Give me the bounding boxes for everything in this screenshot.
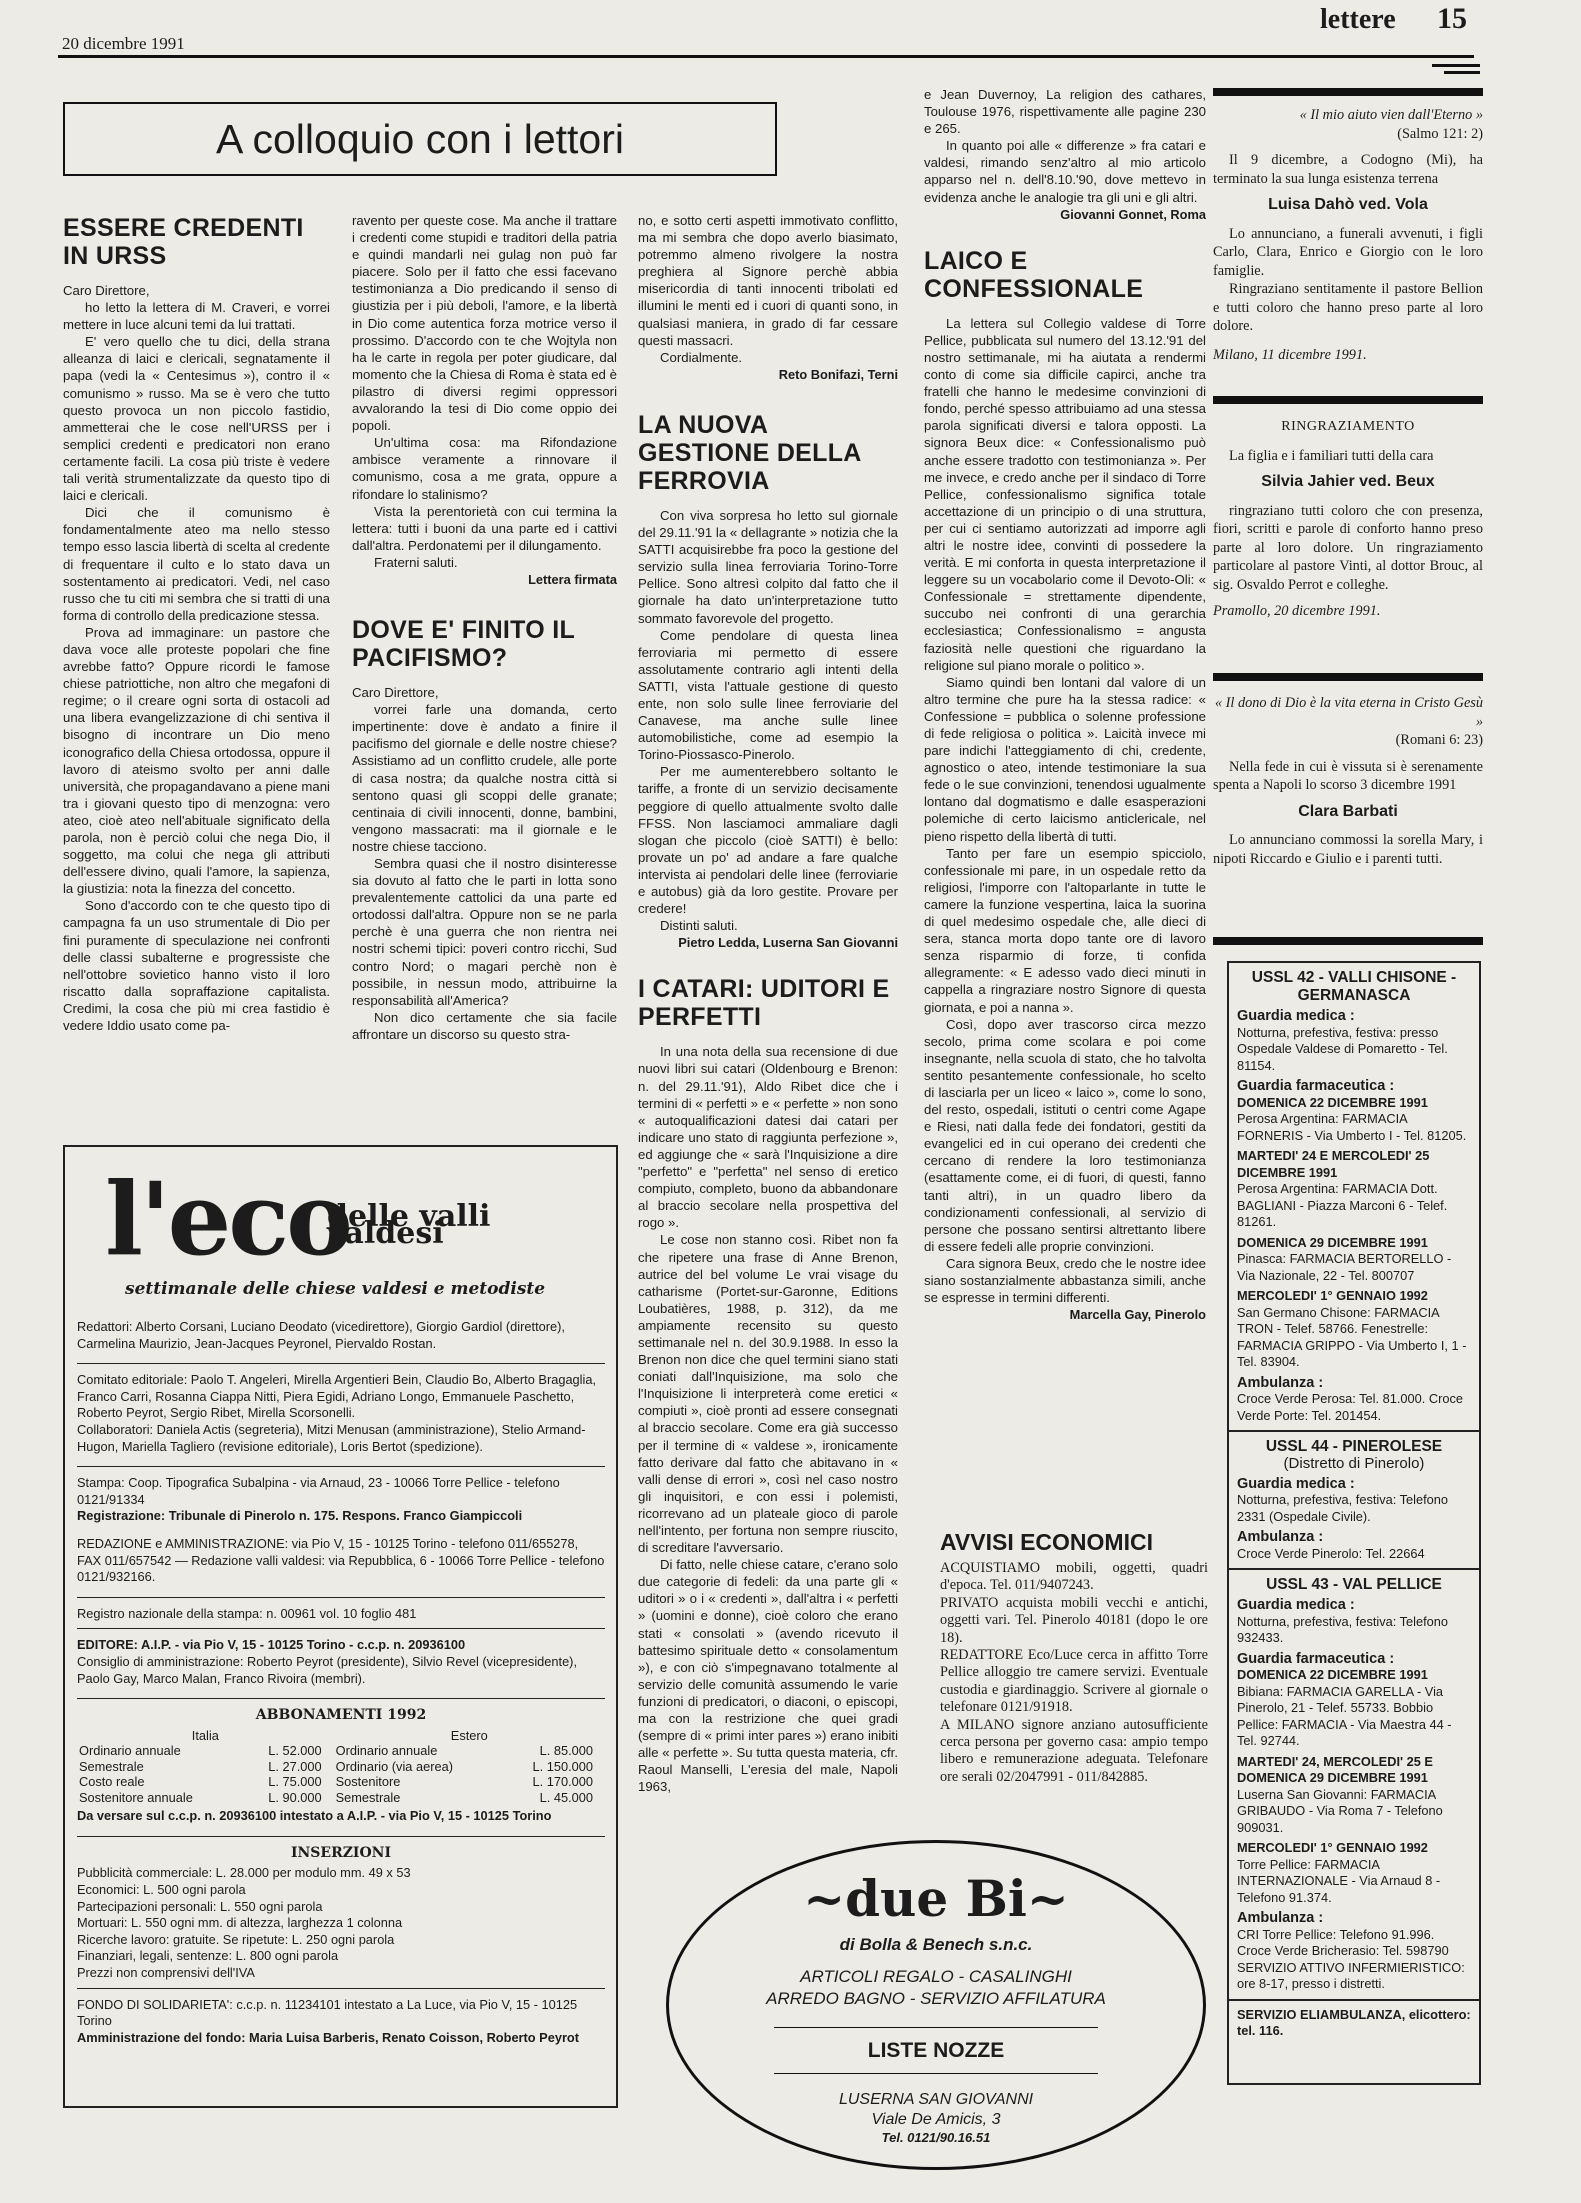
article-paragraph: Vista la perentorietà con cui termina la lettera: tutti i buoni da una parte ed i cattivi dall'altra. Perdonatemi per il dilungamento. bbox=[352, 503, 617, 553]
obituary-text: Lo annunciano, a funerali avvenuti, i figli Carlo, Clara, Enrico e Giorgio con le loro famiglie. bbox=[1213, 225, 1483, 279]
ad-address: Viale De Amicis, 3 bbox=[871, 2111, 1001, 2128]
article-paragraph: Siamo quindi ben lontani dal valore di un altro termine che pure ha la stessa radice: « Confessione = pubblica o solenne professione di fede religiosa o politica ». Laicità invece mi pare indichi l'atteggiamento di chi, credente, agnostico o ateo, intende testimoniare la sua fede o le sue convinzioni, tenendosi ugualmente lontano dal dogmatismo e dalle esasperazioni polemiche di certo laicismo anticlericale, nel pieno rispetto della libertà di tutti. bbox=[924, 674, 1206, 844]
obituary-1 bbox=[1213, 106, 1483, 364]
masthead-logo: l'eco bbox=[105, 1160, 350, 1278]
page-date: 20 dicembre 1991 bbox=[62, 34, 185, 53]
article-paragraph: Fraterni saluti. bbox=[374, 554, 458, 570]
obituary-quote: « Il dono di Dio è la vita eterna in Cristo Gesù » bbox=[1214, 695, 1483, 730]
ussl-text: Perosa Argentina: FARMACIA Dott. BAGLIANI - Piazza Marconi 6 - Telef. 81261. bbox=[1237, 1181, 1448, 1229]
table-row bbox=[77, 1743, 605, 1759]
separator-bar bbox=[1213, 396, 1483, 404]
ussl-date: DOMENICA 29 DICEMBRE 1991 bbox=[1237, 1234, 1428, 1250]
ussl-subheading: Guardia farmaceutica : bbox=[1237, 1650, 1395, 1667]
ads-rate: Prezzi non comprensivi dell'IVA bbox=[77, 1964, 255, 1980]
ads-rate: Economici: L. 500 ogni parola bbox=[77, 1881, 246, 1897]
divider bbox=[77, 1597, 605, 1598]
table-cell: Semestrale bbox=[79, 1758, 144, 1774]
subscriptions-title: ABBONAMENTI 1992 bbox=[255, 1707, 427, 1724]
article-paragraph: Caro Direttore, bbox=[352, 685, 439, 701]
divider bbox=[1229, 1430, 1479, 1432]
page-number: 15 bbox=[1437, 2, 1467, 35]
article-column-2 bbox=[352, 212, 617, 1043]
article-column-3 bbox=[638, 212, 898, 1796]
ussl-subheading: Guardia medica : bbox=[1237, 1475, 1355, 1492]
masthead-redattori: Redattori: Alberto Corsani, Luciano Deodato (vicedirettore), Giorgio Gardiol (direttore), Carmelina Maurizio, Jean-Jacques Peyronel, Piervaldo Rostan. bbox=[77, 1319, 565, 1351]
divider bbox=[77, 1466, 605, 1467]
masthead-registrazione: Registrazione: Tribunale di Pinerolo n. 175. Respons. Franco Giampiccoli bbox=[77, 1508, 523, 1524]
ussl-text: CRI Torre Pellice: Telefono 91.996. Croce Verde Bricherasio: Tel. 598790 SERVIZIO ATTIVO INFERMIERISTICO: ore 8-17, presso i distretti. bbox=[1237, 1926, 1465, 1991]
article-paragraph: Così, dopo aver trascorso circa mezzo secolo, prima come scolara e poi come insegnante, nella scuola di stato, che ho talvolta sentito pesantemente confessionale, ho scelto di lasciarla per un liceo « laico », come lo sono, del resto, ospedali, istituti o centri come Agape e Riesi, nati dalla fede dei fondatori, gestiti da evangelici ed in cui operano dei credenti che cercano di rendere la loro testimonianza (esattamente come, ei di fuori, di questi, fanno tanti altri), in un quadro libero da condizionamenti confessionali, al servizio di persone che possano sentirsi altrettanto libere di essere fedeli alle proprie convinzioni. bbox=[924, 1016, 1206, 1254]
article-signature: Lettera firmata bbox=[528, 571, 617, 587]
article-paragraph: In una nota della sua recensione di due nuovi libri sui catari (Oldenbourg e Brenon: n. del 29.11.'91), Aldo Ribet dice che i termini di « perfetti » e « perfette » non sono « autoqualificazioni datesi dai catari per indicare uno stato di raggiunta perfezione », ed aggiunge che « sarà l'Inquisizione a dire "perfetto" e "perfetta" nel senso di eretico compiuto, completo, buono da abbandonare al braccio secolare nella prospettiva del rogo ». bbox=[638, 1044, 898, 1231]
masthead-collaboratori: Collaboratori: Daniela Actis (segreteria), Mitzi Menusan (amministrazione), Stelio Armand-Hugon, Mariella Tagliero (revisione editoriale), Loris Bertot (spedizione). bbox=[77, 1421, 586, 1454]
subscriptions-header-estero: Estero bbox=[450, 1727, 488, 1743]
obituary-quote: « Il mio aiuto vien dall'Eterno » bbox=[1299, 107, 1483, 123]
classified-item: A MILANO signore anziano autosufficiente cerca persona per governo casa: ampio tempo libero e remunerazione adeguata. Telefonare ore serali 02/2047991 - 011/842885. bbox=[940, 1716, 1208, 1785]
divider bbox=[77, 1698, 605, 1699]
ad-city: LUSERNA SAN GIOVANNI bbox=[838, 2091, 1034, 2108]
table-cell: Ordinario annuale bbox=[79, 1743, 181, 1759]
ussl-date: DOMENICA 22 DICEMBRE 1991 bbox=[1237, 1667, 1428, 1682]
ussl-text: Croce Verde Perosa: Tel. 81.000. Croce Verde Porte: Tel. 201454. bbox=[1237, 1391, 1463, 1423]
ussl-subheading: Guardia farmaceutica : bbox=[1237, 1078, 1395, 1094]
article-signature: Giovanni Gonnet, Roma bbox=[1060, 206, 1206, 222]
dash-mark bbox=[1432, 64, 1480, 67]
ussl-subheading: Guardia medica : bbox=[1237, 1597, 1355, 1613]
table-row bbox=[77, 1759, 605, 1775]
ussl-text: Bibiana: FARMACIA GARELLA - Via Pinerolo, 21 - Telef. 55733. Bobbio Pellice: FARMACIA - Via Maestra 44 - Tel. 92744. bbox=[1237, 1683, 1452, 1748]
divider bbox=[1229, 1568, 1479, 1570]
divider bbox=[77, 1836, 605, 1837]
divider bbox=[77, 1363, 605, 1364]
ussl-text: Luserna San Giovanni: FARMACIA GRIBAUDO - Via Roma 7 - Telefono 909031. bbox=[1237, 1786, 1443, 1835]
article-paragraph: no, e sotto certi aspetti immotivato conflitto, ma mi sembra che dopo averlo biasimato, potremmo almeno rivolgere la nostra preghiera al Signore perchè abbia misericordia di tanti innocenti tribolati ed illumini le menti ed i cuori di quanti sono, in qualsiasi maniera, in grado di far cessare questi massacri. bbox=[638, 213, 898, 348]
article-paragraph: Come pendolare di questa linea ferroviaria mi permetto di essere assolutamente contrario agli intenti della SATTI, vista l'attuale gestione di questo ente, non solo sulle linee ferroviarie del Canavese, ma anche sulle linee automobilistiche, come ad esempio la Torino-Piossasco-Pinerolo. bbox=[638, 627, 898, 763]
article-paragraph: Di fatto, nelle chiese catare, c'erano solo due categorie di fedeli: da una parte gli « uditori » o i « credenti », dall'altra i « perfetti » (uomini e donne), cioè coloro che erano stati « consolati » (avendo ricevuto il battesimo spirituale detto « consolamentum »), e con ciò s'impegnavano totalmente al servizio delle comunità assumendo le varie funzioni di predicatori, o diaconi, o episcopi, ma con la restrizione che quei gradi (sempre di « primi inter pares ») erano inibiti alle « perfette ». Su tutta questa materia, cfr. Raoul Manselli, L'eresia del male, Napoli 1963, bbox=[638, 1557, 898, 1795]
obituary-text: Ringraziano sentitamente il pastore Bellion e tutti coloro che hanno preso parte al loro dolore. bbox=[1213, 281, 1483, 334]
table-cell: L. 45.000 bbox=[539, 1789, 593, 1805]
ads-rate: Mortuari: L. 550 ogni mm. di altezza, larghezza 1 colonna bbox=[77, 1915, 403, 1931]
article-column-4 bbox=[924, 86, 1206, 1323]
ad-company: di Bolla & Benech s.n.c. bbox=[839, 1935, 1033, 1954]
divider bbox=[1229, 1999, 1479, 2001]
ads-rate: Pubblicità commerciale: L. 28.000 per modulo mm. 49 x 53 bbox=[77, 1865, 411, 1881]
ads-rate: Finanziari, legali, sentenze: L. 800 ogni parola bbox=[77, 1948, 339, 1964]
header-rule bbox=[58, 55, 1474, 58]
ad-products: ARTICOLI REGALO - CASALINGHI bbox=[800, 1967, 1072, 1986]
table-cell: Sostenitore bbox=[335, 1774, 401, 1790]
ussl-text: Notturna, prefestiva, festiva: presso Ospedale Valdese di Pomaretto - Tel. 81154. bbox=[1237, 1024, 1448, 1073]
fund-administration: Amministrazione del fondo: Maria Luisa Barberis, Renato Coisson, Roberto Peyrot bbox=[77, 2029, 580, 2045]
table-cell: L. 75.000 bbox=[268, 1774, 322, 1790]
article-paragraph: Cordialmente. bbox=[660, 349, 743, 365]
obituary-text: ringraziano tutti coloro che con presenza, fiori, scritti e parole di conforto hanno preso parte al loro dolore. Un ringraziamento particolare al pastore Vinti, al dottor Brouc, al sig. Osvaldo Perrot e colleghe. bbox=[1213, 502, 1483, 593]
classified-item: REDATTORE Eco/Luce cerca in affitto Torre Pellice alloggio tre camere servizi. Eventuale custodia e giardinaggio. Scrivere al giornale o telefonare 0121/91918. bbox=[940, 1647, 1208, 1716]
article-paragraph: Distinti saluti. bbox=[660, 918, 738, 934]
table-cell: L. 85.000 bbox=[539, 1743, 593, 1759]
dash-mark bbox=[1444, 71, 1480, 74]
ussl-helicopter: SERVIZIO ELIAMBULANZA, elicottero: tel. 116. bbox=[1237, 2006, 1471, 2038]
masthead-stampa: Stampa: Coop. Tipografica Subalpina - via Arnaud, 23 - 10066 Torre Pellice - telefono 0121/91334 bbox=[77, 1475, 560, 1507]
subscriptions-payment: Da versare sul c.c.p. n. 20936100 intestato a A.I.P. - via Pio V, 15 - 10125 Torino bbox=[77, 1808, 552, 1824]
table-cell: Ordinario annuale bbox=[335, 1743, 438, 1759]
classified-title: AVVISI ECONOMICI bbox=[940, 1529, 1153, 1555]
table-cell: Ordinario (via aerea) bbox=[335, 1758, 453, 1774]
section-banner: A colloquio con i lettori bbox=[63, 102, 777, 176]
ussl-text: Torre Pellice: FARMACIA INTERNAZIONALE - Via Arnaud 8 - Telefono 91.374. bbox=[1237, 1856, 1441, 1905]
ussl-date: MERCOLEDI' 1° GENNAIO 1992 bbox=[1237, 1288, 1428, 1303]
masthead-box bbox=[63, 1145, 618, 2108]
ussl-date: MARTEDI' 24 E MERCOLEDI' 25 DICEMBRE 1991 bbox=[1237, 1148, 1430, 1180]
article-title: LAICO E CONFESSIONALE bbox=[924, 246, 1144, 303]
article-paragraph: Le cose non stanno così. Ribet non fa che ripetere una frase di Anne Brenon, autrice del bel volume Le vrai visage du catharisme (Portet-sur-Garonne, Editions Loubatières, 1988, p. 312), da me ampiamente recensito su questo settimanale nel n. del 30.9.1988. In esso la Brenon non dice che quel termini siano stati coniati dall'Inquisizione, ma solo che l'Inquisizione li interpreterà come eretici « compiuti », cioè pronti ad essere consegnati al braccio secolare. Come era già successo per il termine di « valdese », ironicamente fatto derivare dal fatto che abitavano in « valli dense di errori », così nel caso nostro gli inquisitori, e con essi i polemisti, ricorrevano ad un plateale gioco di parole nell'intento, per fortuna non sempre riuscito, di screditare l'avversario. bbox=[638, 1232, 898, 1556]
divider bbox=[77, 1988, 605, 1989]
article-paragraph: E' vero quello che tu dici, della strana alleanza di laici e clericali, segnatamente il papa (vedi la « Centesimus »), contro il « comunismo » russo. Ma se è vero che tutto questo provoca un non piccolo fastidio, ammetterai che le cose nell'URSS per i semplici credenti e predicatori non erano certamente facili. La cosa più triste è vedere tali verità strumentalizzate da questo tipo di laici e clericali. bbox=[63, 334, 330, 504]
obituary-name: Clara Barbati bbox=[1298, 802, 1398, 820]
obituary-text: Nella fede in cui è vissuta si è serenamente spenta a Napoli lo scorso 3 dicembre 1991 bbox=[1213, 758, 1483, 793]
obituary-place-date: Milano, 11 dicembre 1991. bbox=[1213, 346, 1367, 363]
health-services-box bbox=[1227, 961, 1481, 2085]
ussl-subheading: Ambulanza : bbox=[1237, 1529, 1324, 1545]
table-cell: Costo reale bbox=[79, 1774, 145, 1790]
subscriptions-table bbox=[77, 1728, 605, 1806]
table-cell: L. 150.000 bbox=[532, 1758, 593, 1774]
ussl-heading-sub: (Distretto di Pinerolo) bbox=[1283, 1455, 1425, 1472]
divider bbox=[774, 2073, 1098, 2074]
article-paragraph: Un'ultima cosa: ma Rifondazione ambisce veramente a rinnovare il comunismo, cosa a me grata, oppure a rifondare lo stalinismo? bbox=[352, 435, 617, 502]
article-paragraph: Sono d'accordo con te che questo tipo di campagna fa un uso strumentale di Dio per fini puramente di speculazione nei confronti delle classi subalterne e progressiste che nell'ottobre sovietico hanno visto il loro riscatto dalla sopraffazione capitalista. Credimi, la cosa che più mi crea fastidio è vedere Iddio usato come pa- bbox=[63, 898, 330, 1034]
ad-logo: ~due Bi~ bbox=[803, 1869, 1069, 1928]
article-title: DOVE E' FINITO IL PACIFISMO? bbox=[352, 616, 575, 673]
article-signature: Pietro Ledda, Luserna San Giovanni bbox=[678, 935, 898, 951]
article-paragraph: La lettera sul Collegio valdese di Torre Pellice, pubblicata sul numero del 13.12.'91 del nostro settimanale, mi ha aiutata a rendermi conto di come sia difficile capirci, anche tra fratelli che hanno le medesime convinzioni di fondo, perché spesso attribuiamo ad una stessa parola significati diversi e talora opposti. La signora Beux dice: « Confessionalismo può anche essere tradotto con testimonianza ». Per me invece, e credo anche per il sindaco di Torre Pellice, confessionalismo significa totale accettazione di un principio o di una struttura, per cui ci sentiamo autorizzati ad imporre agli altri le nostre idee, convinti di possedere la verità. E mi conforta in questa interpretazione il leggere su un vocabolario come il Devoto-Oli: « Confessionale = strettamente dipendente, succubo nei confronti di una gerarchia ecclesiastica; Confessionalismo = angusta faziosità nelle questioni che riguardano la religione sul piano morale o politico ». bbox=[924, 315, 1206, 673]
obituary-text: La figlia e i familiari tutti della cara bbox=[1229, 447, 1434, 464]
ads-title: INSERZIONI bbox=[290, 1844, 392, 1861]
ussl-text: Notturna, prefestiva, festiva: Telefono 2331 (Ospedale Civile). bbox=[1237, 1492, 1449, 1524]
ussl-date: MARTEDI' 24, MERCOLEDI' 25 E DOMENICA 29 DICEMBRE 1991 bbox=[1237, 1753, 1433, 1785]
obituary-quote-ref: (Salmo 121: 2) bbox=[1397, 125, 1483, 142]
ussl-date: MERCOLEDI' 1° GENNAIO 1992 bbox=[1237, 1840, 1428, 1855]
classified-item: ACQUISTIAMO mobili, oggetti, quadri d'epoca. Tel. 011/9407243. bbox=[940, 1560, 1208, 1594]
fund-info: FONDO DI SOLIDARIETA': c.c.p. n. 11234101 intestato a La Luce, via Pio V, 15 - 10125 Torino bbox=[77, 1996, 578, 2029]
subscriptions-header-italia: Italia bbox=[191, 1727, 219, 1743]
table-cell: L. 170.000 bbox=[532, 1774, 593, 1790]
ussl-heading: USSL 42 - VALLI CHISONE - GERMANASCA bbox=[1251, 969, 1457, 1004]
ussl-text: Pinasca: FARMACIA BERTORELLO - Via Nazionale, 22 - Tel. 800707 bbox=[1237, 1251, 1452, 1283]
article-paragraph: e Jean Duvernoy, La religion des cathares, Toulouse 1976, rispettivamente alle pagine 230 e 265. bbox=[924, 87, 1206, 137]
masthead-registro: Registro nazionale della stampa: n. 00961 vol. 10 foglio 481 bbox=[77, 1605, 417, 1621]
ads-rate: Partecipazioni personali: L. 550 ogni parola bbox=[77, 1898, 323, 1914]
article-title: LA NUOVA GESTIONE DELLA FERROVIA bbox=[638, 410, 861, 495]
separator-bar bbox=[1213, 673, 1483, 681]
article-paragraph: In quanto poi alle « differenze » fra catari e valdesi, rimando senz'altro al mio articolo apparso nel n. dell'8.10.'90, dove mettevo in evidenza anche le analogie tra gli uni e gli altri. bbox=[924, 138, 1206, 205]
obituary-heading: RINGRAZIAMENTO bbox=[1281, 419, 1415, 434]
article-signature: Marcella Gay, Pinerolo bbox=[1069, 1307, 1206, 1323]
ussl-subheading: Ambulanza : bbox=[1237, 1374, 1324, 1391]
article-paragraph: Cara signora Beux, credo che le nostre idee siano sostanzialmente abbastanza simili, anche se espresse in termini differenti. bbox=[924, 1255, 1206, 1306]
ussl-text: Perosa Argentina: FARMACIA FORNERIS - Via Umberto I - Tel. 81205. bbox=[1237, 1111, 1467, 1143]
article-signature: Reto Bonifazi, Terni bbox=[778, 366, 898, 382]
masthead-name: delle valli valdesi bbox=[327, 1199, 491, 1251]
masthead-subtitle: settimanale delle chiese valdesi e metodiste bbox=[125, 1279, 546, 1299]
obituary-place-date: Pramollo, 20 dicembre 1991. bbox=[1213, 603, 1381, 619]
table-cell: L. 90.000 bbox=[268, 1789, 322, 1805]
obituary-name: Luisa Dahò ved. Vola bbox=[1268, 196, 1428, 213]
obituary-quote-ref: (Romani 6: 23) bbox=[1395, 732, 1483, 748]
classified-ads bbox=[940, 1528, 1208, 1786]
ussl-heading: USSL 44 - PINEROLESE bbox=[1265, 1438, 1443, 1455]
obituary-3 bbox=[1213, 694, 1483, 868]
masthead-editore: EDITORE: A.I.P. - via Pio V, 15 - 10125 Torino - c.c.p. n. 20936100 bbox=[77, 1637, 466, 1653]
obituary-text: Lo annunciano commossi la sorella Mary, i nipoti Riccardo e Giulio e i parenti tutti. bbox=[1213, 832, 1483, 867]
separator-bar bbox=[1213, 88, 1483, 96]
table-cell: L. 52.000 bbox=[268, 1743, 322, 1759]
ad-services: ARREDO BAGNO - SERVIZIO AFFILATURA bbox=[766, 1989, 1106, 2008]
article-paragraph: Con viva sorpresa ho letto sul giornale del 29.11.'91 la « dellagrante » notizia che la SATTI acquisirebbe fra poco la gestione del servizio sulla linea ferroviaria Torino-Torre Pellice. Sono altresì colpito dal fatto che il giornale ha dato un'interpretazione tutto sommato favorevole del progetto. bbox=[638, 507, 898, 626]
masthead-redazione: REDAZIONE e AMMINISTRAZIONE: via Pio V, 15 - 10125 Torino - telefono 011/655278, FAX 011/657542 — Redazione valli valdesi: via Repubblica, 6 - 10066 Torre Pellice - telefono 0121/932166. bbox=[77, 1535, 605, 1585]
divider bbox=[77, 1628, 605, 1629]
table-cell: Sostenitore annuale bbox=[79, 1789, 193, 1805]
ussl-text: San Germano Chisone: FARMACIA TRON - Telef. 58766. Fenestrelle: FARMACIA GRIPPO - Via Umberto I, 1 - Tel. 83904. bbox=[1237, 1304, 1467, 1369]
ads-rate: Ricerche lavoro: gratuite. Se ripetute: L. 250 ogni parola bbox=[77, 1931, 395, 1947]
article-paragraph: ho letto la lettera di M. Craveri, e vorrei mettere in luce alcuni temi da lui trattati. bbox=[63, 300, 330, 333]
obituary-text: Il 9 dicembre, a Codogno (Mi), ha terminato la sua lunga esistenza terrena bbox=[1213, 152, 1483, 187]
ussl-text: Croce Verde Pinerolo: Tel. 22664 bbox=[1237, 1545, 1425, 1561]
table-row bbox=[77, 1790, 605, 1806]
table-row bbox=[77, 1774, 605, 1790]
ad-wedding-lists: LISTE NOZZE bbox=[867, 2039, 1005, 2062]
article-paragraph: vorrei farle una domanda, certo impertinente: dove è andato a finire il pacifismo del giornale e delle nostre chiese? Assistiamo ad un conflitto crudele, alle porte di casa nostra; da qualche nostra città si sentono quasi gli scoppi delle granate; centinaia di civili innocenti, donne, bambini, vengono massacrati: ma il giornale e le nostre chiese tacciono. bbox=[352, 702, 617, 854]
article-paragraph: Tanto per fare un esempio spicciolo, confessionale mi pare, in un ospedale retto da religiosi, l'imporre con l'altoparlante in tutte le camere la funzione vespertina, laica la suorina di quel medesimo ospedale che, alle dieci di sera, stanca morta dopo tante ore di lavoro senza risparmio di forze, ti confida allegramente: « E adesso vado dieci minuti in cappella a ringraziare nostro Signore di questa giornata, e poi a nanna ». bbox=[924, 845, 1206, 1015]
separator-bar bbox=[1213, 937, 1483, 945]
table-cell: L. 27.000 bbox=[268, 1758, 322, 1774]
masthead-body bbox=[77, 1319, 605, 2057]
advertisement-due-bi bbox=[666, 1840, 1206, 2170]
article-paragraph: Prova ad immaginare: un pastore che dava voce alle proteste popolari che fine avrebbe fatto? Oppure ricordi le famose chiese patriottiche, non altro che megafoni di regime; o il creare ogni sorta di ostacoli ad una libera evangelizzazione di chi sentiva il bisogno di incontrare un Dio meno iconografico della Chiesa ortodossa, oppure il lavoro di ateismo svolto per anni dalle università, che propagandavano a piene mani tra i giovani questo tipo di menzogna: vero ateo, cioè ateo nell'abituale significato della parola, non è perciò colui che nega Dio, il soggetto, ma colui che nega gli attributi dell'essere divino, quali l'amore, la sapienza, la giustizia: nota la finezza del concetto. bbox=[63, 624, 330, 897]
ussl-heading: USSL 43 - VAL PELLICE bbox=[1266, 1576, 1442, 1593]
article-paragraph: Per me aumenterebbero soltanto le tariffe, a fronte di un servizio decisamente peggiore di quello attualmente svolto dalle FFSS. Non lasciamoci ammaliare dagli slogan che piccolo (cioè SATTI) è bello: provate un po' ad andare a fare qualche intervista ai pendolari delle linee (ferroviarie e autobus) già da loro gestite. Provare per credere! bbox=[638, 764, 898, 917]
article-column-1 bbox=[63, 214, 330, 1034]
ussl-date: DOMENICA 22 DICEMBRE 1991 bbox=[1237, 1094, 1428, 1110]
article-paragraph: Non dico certamente che sia facile affrontare un discorso su questo stra- bbox=[352, 1009, 617, 1042]
article-title: I CATARI: UDITORI E PERFETTI bbox=[638, 975, 890, 1032]
obituary-2 bbox=[1213, 418, 1483, 621]
article-paragraph: Caro Direttore, bbox=[63, 283, 150, 298]
masthead-consiglio: Consiglio di amministrazione: Roberto Peyrot (presidente), Silvio Revel (vicepresidente), Paolo Gay, Marco Malan, Franco Rivoira (membri). bbox=[77, 1653, 578, 1686]
ussl-subheading: Ambulanza : bbox=[1237, 1910, 1324, 1926]
ussl-subheading: Guardia medica : bbox=[1237, 1008, 1355, 1024]
article-title: ESSERE CREDENTI IN URSS bbox=[63, 214, 304, 270]
divider bbox=[774, 2027, 1098, 2028]
classified-item: PRIVATO acquista mobili vecchi e antichi, oggetti vari. Tel. Pinerolo 40181 (dopo le ore 18). bbox=[940, 1594, 1208, 1646]
obituary-name: Silvia Jahier ved. Beux bbox=[1261, 473, 1435, 490]
article-paragraph: ravento per queste cose. Ma anche il trattare i credenti come stupidi e traditori della patria e quindi mandarli nei gulag non può far piacere. Solo per il fatto che essi facevano testimonianza a Dio predicando il senso di giustizia per i più deboli, l'amore, e la libertà in Dio come autentica forza motrice verso il prossimo. D'accordo con te che Wojtyla non ha le carte in regola per poter giudicare, dal momento che la Chiesa di Roma è stata ed è pilastro di diversi regimi oppressori avvalorando la tesi di Dio come oppio dei popoli. bbox=[352, 213, 617, 434]
section-title: lettere bbox=[1320, 4, 1396, 35]
article-paragraph: Dici che il comunismo è fondamentalmente ateo ma nello stesso tempo esso lascia libertà di scelta al credente di frequentare il culto e lo stato dava un sostentamento ai predicatori. Vedi, nel caso russo che tu citi mi sembra che si tratti di una forma di controllo della predicazione stessa. bbox=[63, 505, 330, 623]
ussl-text: Notturna, prefestiva, festiva: Telefono 932433. bbox=[1237, 1613, 1449, 1645]
masthead-comitato: Comitato editoriale: Paolo T. Angeleri, Mirella Argentieri Bein, Claudio Bo, Alberto Bragaglia, Franco Carri, Rosanna Ciappa Nitti, Piera Egidi, Adriano Longo, Emmanuele Paschetto, Roberto Peyrot, Sergio Ribet, Mirella Scorsonelli. bbox=[77, 1372, 597, 1421]
table-cell: Semestrale bbox=[335, 1789, 401, 1805]
article-paragraph: Sembra quasi che il nostro disinteresse sia dovuto al fatto che le parti in lotta sono prevalentemente cattolici da una parte ed ortodossi dall'altra. Oppure non se ne parla perchè è una guerra che non rientra nei nostri schemi tipici: poveri contro ricchi, Sud contro Nord; o magari perchè non è possibile, in nessun modo, attribuirne la responsabilità all'America? bbox=[352, 856, 617, 1008]
ad-phone: Tel. 0121/90.16.51 bbox=[881, 2130, 991, 2145]
